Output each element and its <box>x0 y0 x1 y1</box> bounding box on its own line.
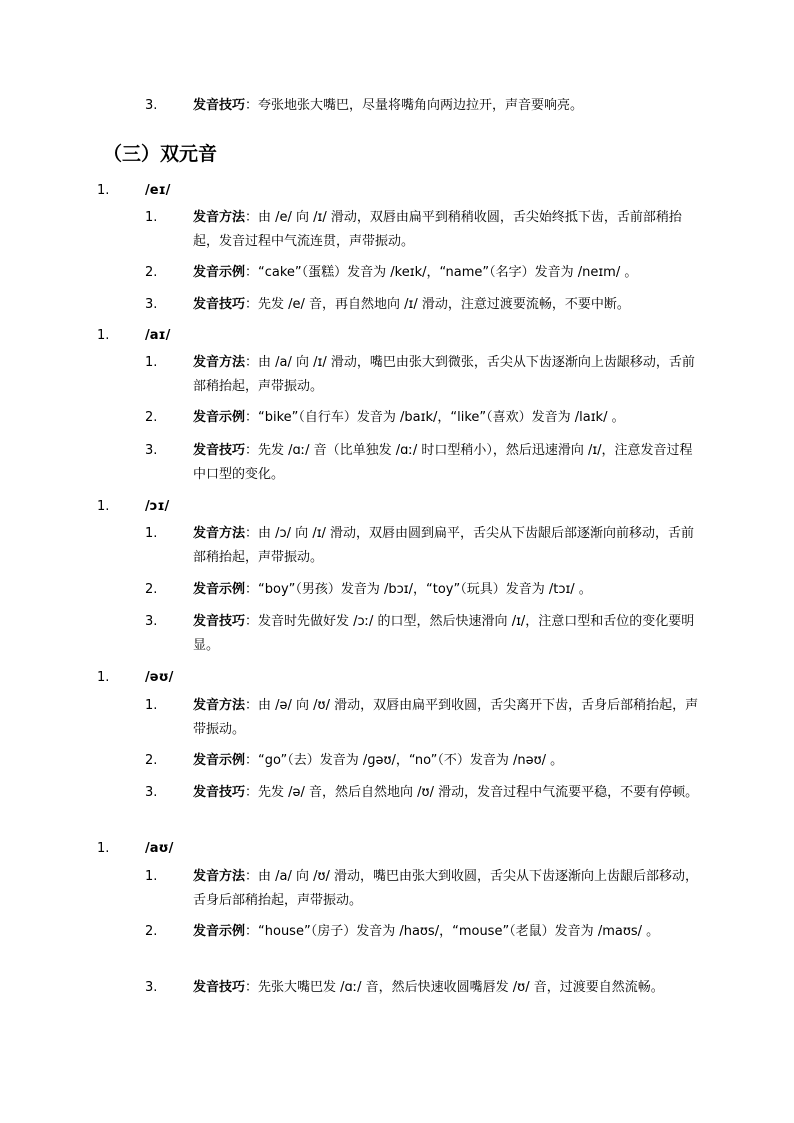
item-label: 发音技巧 <box>193 443 246 458</box>
item-label: 发音方法 <box>193 210 246 225</box>
item-number: 1. <box>145 698 158 713</box>
item-text: ：“bike”（自行车）发音为 /baɪk/，“like”（喜欢）发音为 /laɪk/ 。 <box>245 410 625 425</box>
item-label: 发音方法 <box>193 869 246 884</box>
item-body <box>193 578 703 602</box>
item-number: 3. <box>145 443 158 458</box>
item-text: ：由 /ə/ 向 /ʊ/ 滑动，双唇由扁平到收圆，舌尖离开下齿，舌身后部稍抬起，声带振动。 <box>193 698 699 737</box>
item-label: 发音方法 <box>193 526 246 541</box>
phoneme-title: /aʊ/ <box>145 841 174 856</box>
item-label: 发音技巧 <box>193 297 246 312</box>
item-body <box>193 94 703 118</box>
item-label: 发音示例 <box>193 582 246 597</box>
phoneme-title: /əʊ/ <box>145 670 174 685</box>
item-number: 1. <box>145 526 158 541</box>
item-number: 2. <box>145 410 158 425</box>
item-body <box>193 293 703 317</box>
section-number: 1. <box>97 670 110 685</box>
item-text: ：“boy”（男孩）发音为 /bɔɪ/，“toy”（玩具）发音为 /tɔɪ/ 。 <box>245 582 592 597</box>
phoneme-title: /eɪ/ <box>145 183 171 198</box>
item-label: 发音技巧 <box>193 785 246 800</box>
item-body <box>193 920 703 944</box>
item-label: 发音技巧 <box>193 98 246 113</box>
item-number: 3. <box>145 614 158 629</box>
section-number: 1. <box>97 183 110 198</box>
item-body <box>193 976 703 1000</box>
item-number: 1. <box>145 355 158 370</box>
item-number: 2. <box>145 924 158 939</box>
item-text: ：先发 /ɑː/ 音（比单独发 /ɑː/ 时口型稍小），然后迅速滑向 /ɪ/，注意发音过程中口型的变化。 <box>193 443 693 482</box>
item-body <box>193 781 703 805</box>
item-number: 3. <box>145 98 158 113</box>
item-body <box>193 351 703 399</box>
item-label: 发音示例 <box>193 753 246 768</box>
item-text: ：“house”（房子）发音为 /haʊs/，“mouse”（老鼠）发音为 /maʊs/ 。 <box>245 924 660 939</box>
item-text: ：先发 /ə/ 音，然后自然地向 /ʊ/ 滑动，发音过程中气流要平稳，不要有停顿。 <box>245 785 699 800</box>
item-text: ：夸张地张大嘴巴，尽量将嘴角向两边拉开，声音要响亮。 <box>245 98 584 113</box>
item-label: 发音技巧 <box>193 980 246 995</box>
item-body <box>193 522 703 570</box>
item-body <box>193 261 703 285</box>
item-body <box>193 694 703 742</box>
section-number: 1. <box>97 841 110 856</box>
item-number: 2. <box>145 582 158 597</box>
item-label: 发音技巧 <box>193 614 246 629</box>
item-number: 3. <box>145 297 158 312</box>
section-number: 1. <box>97 499 110 514</box>
item-text: ：由 /e/ 向 /ɪ/ 滑动，双唇由扁平到稍稍收圆，舌尖始终抵下齿，舌前部稍抬起，发音过程中气流连贯，声带振动。 <box>193 210 682 249</box>
item-number: 1. <box>145 210 158 225</box>
item-text: ：先发 /e/ 音，再自然地向 /ɪ/ 滑动，注意过渡要流畅，不要中断。 <box>245 297 630 312</box>
item-text: ：“go”（去）发音为 /ɡəʊ/，“no”（不）发音为 /nəʊ/ 。 <box>245 753 564 768</box>
phoneme-title: /ɔɪ/ <box>145 499 170 514</box>
item-number: 2. <box>145 265 158 280</box>
item-body <box>193 206 703 254</box>
item-number: 2. <box>145 753 158 768</box>
item-label: 发音示例 <box>193 924 246 939</box>
item-number: 3. <box>145 980 158 995</box>
item-label: 发音方法 <box>193 355 246 370</box>
section-heading: （三）双元音 <box>103 143 218 165</box>
item-text: ：发音时先做好发 /ɔː/ 的口型，然后快速滑向 /ɪ/，注意口型和舌位的变化要明显。 <box>193 614 695 653</box>
item-label: 发音示例 <box>193 265 246 280</box>
item-body <box>193 406 703 430</box>
item-number: 1. <box>145 869 158 884</box>
item-body <box>193 439 703 487</box>
item-text: ：由 /a/ 向 /ɪ/ 滑动，嘴巴由张大到微张，舌尖从下齿逐渐向上齿龈移动，舌前部稍抬起，声带振动。 <box>193 355 695 394</box>
item-body <box>193 749 703 773</box>
item-text: ：先张大嘴巴发 /ɑː/ 音，然后快速收圆嘴唇发 /ʊ/ 音，过渡要自然流畅。 <box>245 980 664 995</box>
item-text: ：由 /a/ 向 /ʊ/ 滑动，嘴巴由张大到收圆，舌尖从下齿逐渐向上齿龈后部移动，舌身后部稍抬起，声带振动。 <box>193 869 699 908</box>
item-label: 发音示例 <box>193 410 246 425</box>
item-text: ：“cake”（蛋糕）发音为 /keɪk/，“name”（名字）发音为 /neɪm/ 。 <box>245 265 638 280</box>
list-item <box>0 94 794 116</box>
item-body <box>193 610 703 658</box>
item-number: 3. <box>145 785 158 800</box>
item-body <box>193 865 703 913</box>
item-text: ：由 /ɔ/ 向 /ɪ/ 滑动，双唇由圆到扁平，舌尖从下齿龈后部逐渐向前移动，舌前部稍抬起，声带振动。 <box>193 526 695 565</box>
phoneme-title: /aɪ/ <box>145 328 171 343</box>
section-number: 1. <box>97 328 110 343</box>
item-label: 发音方法 <box>193 698 246 713</box>
